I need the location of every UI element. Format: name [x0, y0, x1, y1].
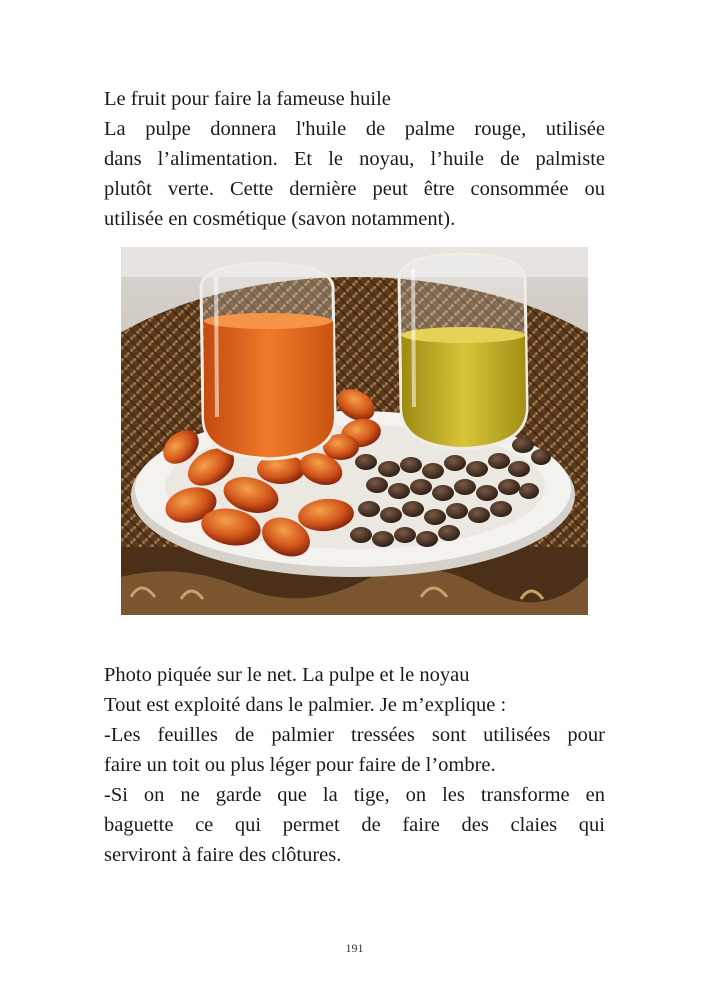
body-line-5: baguette ce qui permet de faire des claies qui [104, 814, 605, 836]
page-number: 191 [345, 941, 364, 955]
intro-line-1: La pulpe donnera l'huile de palme rouge, utilisée [104, 118, 605, 140]
intro-paragraph [104, 84, 605, 234]
body-line-6: serviront à faire des clôtures. [104, 844, 342, 866]
intro-line-2: dans l’alimentation. Et le noyau, l’huile de palmiste [104, 148, 605, 170]
intro-line-4: utilisée en cosmétique (savon notamment). [104, 208, 456, 230]
body-line-2: -Les feuilles de palmier tressées sont utilisées pour [104, 724, 605, 746]
body-line-4: -Si on ne garde que la tige, on les transforme en [104, 784, 605, 806]
caption-paragraph [104, 660, 605, 870]
body-line-3: faire un toit ou plus léger pour faire de l’ombre. [104, 754, 496, 776]
intro-line-3: plutôt verte. Cette dernière peut être consommée ou [104, 178, 605, 200]
body-line-1: Tout est exploité dans le palmier. Je m’explique : [104, 694, 507, 716]
intro-heading: Le fruit pour faire la fameuse huile [104, 88, 391, 110]
photo-caption: Photo piquée sur le net. La pulpe et le noyau [104, 664, 470, 686]
palm-oil-photo [121, 247, 588, 615]
